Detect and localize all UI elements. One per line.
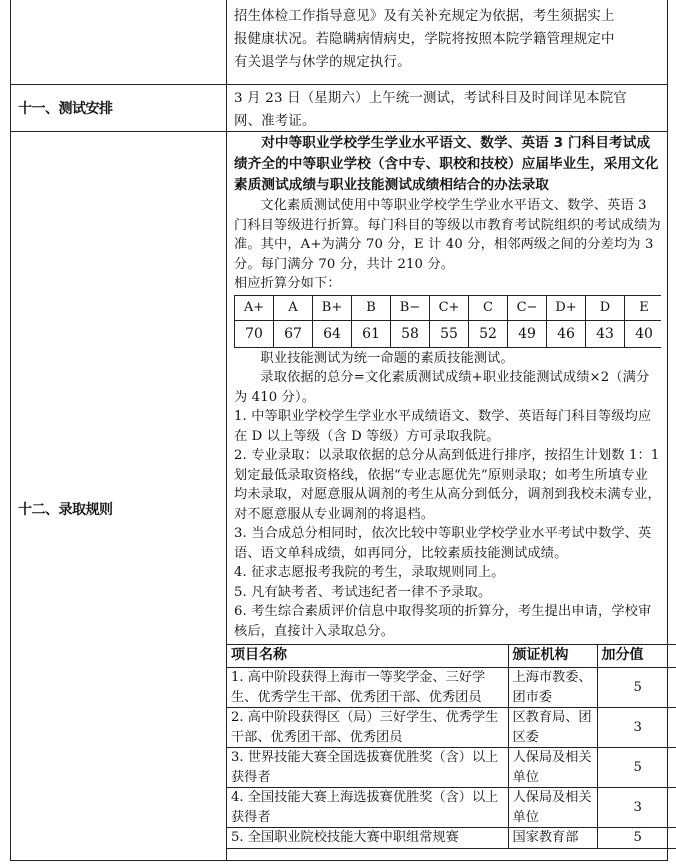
header-points: 加分值: [597, 645, 676, 668]
award-issuer: 区教育局、团区委: [508, 708, 597, 748]
row-label-cell: [11, 0, 227, 84]
grade-cell: A+: [235, 295, 274, 320]
header-item-name: 项目名称: [227, 645, 508, 668]
admission-heading: 对中等职业学校学生学业水平语文、数学、英语 3 门科目考试成绩齐全的中等职业学校（含中专、职校和技校）应届毕业生，采用文化素质测试成绩与职业技能测试成绩相结合的办法录取: [234, 135, 659, 193]
text-line: 招生体检工作指导意见》及有关补充规定为依据，考生须据实上: [234, 9, 615, 24]
award-item: 4. 全国技能大赛上海选拔赛优胜奖（含）以上获得者: [227, 788, 508, 828]
section-label-admission-rules: 十二、录取规则: [18, 502, 113, 518]
award-item: 3. 世界技能大赛全国选拔赛优胜奖（含）以上获得者: [227, 748, 508, 788]
row-label-cell: [11, 132, 227, 860]
text-line: 有关退学与休学的规定执行。: [234, 55, 411, 70]
grade-conversion-table: [234, 295, 661, 348]
score-cell: 49: [508, 320, 547, 347]
skill-test-text: 职业技能测试为统一命题的素质技能测试。: [260, 350, 514, 366]
text-line: 3 月 23 日（星期六）上午统一测试，考试科目及时间详见本院官: [234, 91, 627, 106]
score-cell: 55: [430, 320, 469, 347]
score-cell: 43: [586, 320, 625, 347]
award-points: 5: [597, 748, 676, 788]
award-points: 3: [597, 708, 676, 748]
grade-cell: D: [586, 295, 625, 320]
row-content-cell: [227, 85, 667, 131]
score-cell: 70: [235, 320, 274, 347]
rule-item: 6. 考生综合素质评价信息中取得奖项的折算分，考生提出申请，学校审核后，直接计入录取总分。: [234, 604, 652, 639]
row-content-cell: [227, 132, 667, 860]
score-cell: 67: [274, 320, 313, 347]
award-row: [227, 668, 676, 708]
grade-cell: C+: [430, 295, 469, 320]
row-content-cell: [227, 0, 667, 84]
admission-rules-table: [10, 0, 668, 861]
awards-header-row: [227, 645, 676, 668]
score-cell: 46: [547, 320, 586, 347]
conversion-label: 相应折算分如下：: [234, 276, 341, 291]
award-issuer: 人保局及相关单位: [508, 748, 597, 788]
grade-cell: A: [274, 295, 313, 320]
grade-cell: C: [469, 295, 508, 320]
award-issuer: 国家教育部: [508, 828, 597, 849]
grade-cell: B: [352, 295, 391, 320]
health-check-text: [234, 0, 661, 74]
table-row-health-check: [11, 0, 667, 84]
grade-table-wrapper: [234, 294, 661, 349]
test-schedule-text: [234, 85, 661, 133]
rule-item: 1. 中等职业学校学生学业水平成绩语文、数学、英语每门科目等级均应在 D 以上等级（含 D 等级）方可录取我院。: [234, 409, 652, 444]
rule-item: 5. 凡有缺考者、考试违纪者一律不予录取。: [234, 584, 492, 600]
award-issuer: 人保局及相关单位: [508, 788, 597, 828]
award-item: 5. 全国职业院校技能大赛中职组常规赛: [227, 828, 508, 849]
rule-item: 3. 当合成总分相同时，依次比较中等职业学校学业水平考试中数学、英语、语文单科成绩，如再同分，比较素质技能测试成绩。: [234, 526, 652, 561]
award-issuer: 上海市教委、团市委: [508, 668, 597, 708]
culture-test-intro: 文化素质测试使用中等职业学校学生学业水平语文、数学、英语 3 门科目等级进行折算。每门科目的等级以市教育考试院组织的考试成绩为准。其中，A+为满分 70 分，E 计 40 分，相邻两级之间的分差均为 3 分。每门满分 70 分，共计 210 分。: [234, 198, 661, 272]
grade-cell: C−: [508, 295, 547, 320]
award-item: 2. 高中阶段获得区（局）三好学生、优秀学生干部、优秀团干部、优秀团员: [227, 708, 508, 748]
score-cell: 64: [313, 320, 352, 347]
text-line: 报健康状况。若隐瞒病情病史，学院将按照本院学籍管理规定中: [234, 32, 615, 47]
award-item: 1. 高中阶段获得上海市一等奖学金、三好学生、优秀学生干部、优秀团干部、优秀团员: [227, 668, 508, 708]
table-row-admission-rules: [11, 131, 667, 860]
section-label-test-schedule: 十一、测试安排: [18, 101, 113, 117]
score-cell: 61: [352, 320, 391, 347]
score-cell: 58: [391, 320, 430, 347]
grade-cell: E: [625, 295, 662, 320]
header-issuer: 颁证机构: [508, 645, 597, 668]
score-cell: 40: [625, 320, 662, 347]
grade-cell: B+: [313, 295, 352, 320]
award-row: [227, 788, 676, 828]
award-row: [227, 748, 676, 788]
awards-bonus-table: [227, 644, 676, 849]
award-points: 5: [597, 828, 676, 849]
grade-cell: B−: [391, 295, 430, 320]
award-points: 5: [597, 668, 676, 708]
table-row-test-schedule: [11, 84, 667, 131]
text-line: 网、准考证。: [234, 114, 316, 129]
grade-row: [235, 295, 662, 320]
rule-item: 4. 征求志愿报考我院的考生，录取规则同上。: [234, 565, 505, 580]
score-row: [235, 320, 662, 347]
award-row: [227, 708, 676, 748]
row-label-cell: [11, 85, 227, 131]
award-points: 3: [597, 788, 676, 828]
grade-cell: D+: [547, 295, 586, 320]
score-cell: 52: [469, 320, 508, 347]
rule-item: 2. 专业录取：以录取依据的总分从高到低进行排序，按招生计划数 1：1 划定最低录取资格线，依据“专业志愿优先”原则录取；如考生所填专业均未录取，对愿意服从调剂的考生从高分到低分，调剂到我校未满专业，对不愿意服从专业调剂的将退档。: [234, 448, 661, 522]
award-row: [227, 828, 676, 849]
total-formula-text: 录取依据的总分=文化素质测试成绩+职业技能测试成绩×2（满分为 410 分）。: [234, 370, 650, 405]
